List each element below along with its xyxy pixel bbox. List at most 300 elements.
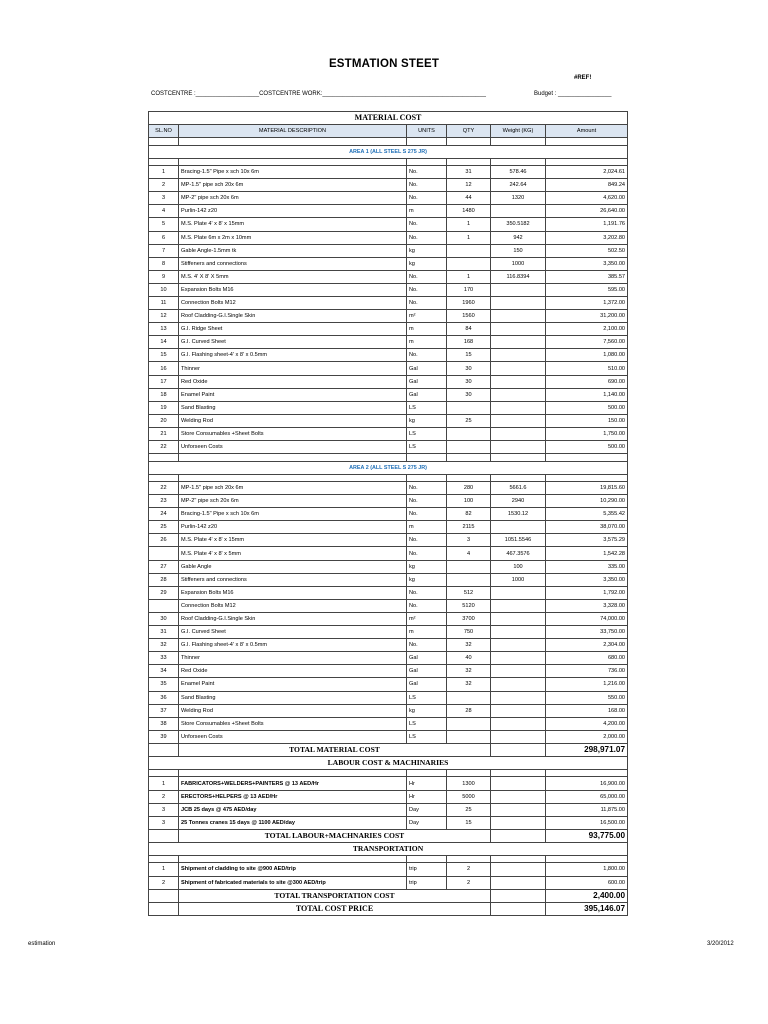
description-cell: Connection Bolts M12: [179, 599, 407, 612]
units-cell: No.: [407, 547, 447, 560]
sl-no-cell: 10: [149, 283, 179, 296]
qty-cell: 168: [447, 336, 491, 349]
area1-heading-row: [149, 145, 628, 158]
table-row: [149, 414, 628, 427]
empty-cell: [546, 474, 628, 481]
description-cell: G.I. Ridge Sheet: [179, 323, 407, 336]
description-cell: M.S. Plate 4' x 8' x 15mm: [179, 218, 407, 231]
amount-cell: 335.00: [546, 560, 628, 573]
qty-cell: 4: [447, 547, 491, 560]
units-cell: Day: [407, 803, 447, 816]
table-row: [149, 257, 628, 270]
weight-cell: [491, 441, 546, 454]
table-row: [149, 297, 628, 310]
weight-cell: [491, 691, 546, 704]
weight-cell: [491, 876, 546, 889]
amount-cell: 2,024.61: [546, 166, 628, 179]
amount-cell: 3,350.00: [546, 573, 628, 586]
spacer-row: [149, 856, 628, 863]
empty-cell: [491, 889, 546, 902]
spacer-row: [149, 138, 628, 145]
sl-no-cell: 3: [149, 803, 179, 816]
description-cell: Thinner: [179, 362, 407, 375]
table-row: [149, 777, 628, 790]
amount-cell: 31,200.00: [546, 310, 628, 323]
units-cell: trip: [407, 876, 447, 889]
description-cell: Purlin-142 z20: [179, 205, 407, 218]
qty-cell: [447, 441, 491, 454]
weight-cell: [491, 816, 546, 829]
empty-cell: [407, 474, 447, 481]
weight-cell: [491, 790, 546, 803]
estimation-table: [148, 111, 628, 916]
description-cell: G.I. Flashing sheet-4' x 8' x 0.5mm: [179, 639, 407, 652]
total-transport-value: 2,400.00: [546, 889, 628, 902]
empty-cell: [491, 902, 546, 915]
units-cell: kg: [407, 560, 447, 573]
amount-cell: 38,070.00: [546, 521, 628, 534]
estimation-table-body: [149, 112, 628, 916]
weight-cell: 1000: [491, 257, 546, 270]
weight-cell: 2940: [491, 495, 546, 508]
qty-cell: 3700: [447, 612, 491, 625]
qty-cell: [447, 257, 491, 270]
units-cell: No.: [407, 639, 447, 652]
qty-cell: 82: [447, 508, 491, 521]
sl-no-cell: 22: [149, 441, 179, 454]
footer-sheet-name: estimation: [28, 941, 56, 947]
amount-cell: 1,372.00: [546, 297, 628, 310]
table-row: [149, 717, 628, 730]
qty-cell: 40: [447, 652, 491, 665]
empty-cell: [447, 158, 491, 165]
empty-cell: [149, 138, 179, 145]
amount-cell: 595.00: [546, 283, 628, 296]
units-cell: Hr: [407, 777, 447, 790]
table-row: [149, 521, 628, 534]
table-row: [149, 179, 628, 192]
description-cell: MP-2" pipe sch 20x 6m: [179, 495, 407, 508]
amount-cell: 7,560.00: [546, 336, 628, 349]
amount-cell: 33,750.00: [546, 626, 628, 639]
sl-no-cell: 11: [149, 297, 179, 310]
description-cell: JCB 25 days @ 475 AED/day: [179, 803, 407, 816]
material-cost-heading-row: [149, 112, 628, 125]
qty-cell: 1: [447, 218, 491, 231]
qty-cell: [447, 427, 491, 440]
table-row: [149, 362, 628, 375]
spacer-row: [149, 454, 628, 461]
table-row: [149, 639, 628, 652]
spacer-row: [149, 158, 628, 165]
description-cell: Stiffeners and connections: [179, 257, 407, 270]
weight-cell: [491, 414, 546, 427]
qty-cell: 28: [447, 704, 491, 717]
sl-no-cell: 35: [149, 678, 179, 691]
amount-cell: 150.00: [546, 414, 628, 427]
weight-cell: [491, 626, 546, 639]
labour-heading: LABOUR COST & MACHINARIES: [149, 756, 628, 769]
qty-cell: 2115: [447, 521, 491, 534]
table-row: [149, 283, 628, 296]
table-row: [149, 244, 628, 257]
qty-cell: 15: [447, 349, 491, 362]
description-cell: Shipment of cladding to site @900 AED/trip: [179, 863, 407, 876]
area2-heading-row: [149, 461, 628, 474]
units-cell: kg: [407, 704, 447, 717]
table-row: [149, 336, 628, 349]
weight-cell: [491, 730, 546, 743]
footer-date: 3/20/2012: [707, 941, 734, 947]
sl-no-cell: 26: [149, 534, 179, 547]
description-cell: Expansion Bolts M16: [179, 586, 407, 599]
sl-no-cell: 1: [149, 166, 179, 179]
qty-cell: 1: [447, 231, 491, 244]
table-row: [149, 482, 628, 495]
table-row: [149, 349, 628, 362]
total-labour-value: 93,775.00: [546, 829, 628, 842]
table-row: [149, 790, 628, 803]
description-cell: Enamel Paint: [179, 678, 407, 691]
units-cell: m: [407, 626, 447, 639]
weight-cell: [491, 323, 546, 336]
empty-cell: [491, 829, 546, 842]
qty-cell: 1960: [447, 297, 491, 310]
qty-cell: 15: [447, 816, 491, 829]
total-transport-label: TOTAL TRANSPORTATION COST: [179, 889, 491, 902]
area1-heading: AREA 1 (ALL STEEL S 275 JR): [149, 145, 628, 158]
total-material-label: TOTAL MATERIAL COST: [179, 743, 491, 756]
amount-cell: 11,875.00: [546, 803, 628, 816]
sl-no-cell: 16: [149, 362, 179, 375]
empty-cell: [447, 474, 491, 481]
description-cell: Expansion Bolts M16: [179, 283, 407, 296]
empty-cell: [149, 454, 179, 461]
description-cell: Shipment of fabricated materials to site @300 AED/trip: [179, 876, 407, 889]
empty-cell: [149, 158, 179, 165]
units-cell: No.: [407, 599, 447, 612]
table-row: [149, 375, 628, 388]
sl-no-cell: 24: [149, 508, 179, 521]
qty-cell: 1300: [447, 777, 491, 790]
sl-no-cell: 9: [149, 270, 179, 283]
sl-no-cell: [149, 547, 179, 560]
units-cell: kg: [407, 414, 447, 427]
amount-cell: 10,290.00: [546, 495, 628, 508]
spacer-row: [149, 474, 628, 481]
weight-cell: [491, 401, 546, 414]
description-cell: G.I. Curved Sheet: [179, 626, 407, 639]
table-row: [149, 547, 628, 560]
empty-cell: [491, 856, 546, 863]
sl-no-cell: 27: [149, 560, 179, 573]
weight-cell: 578.46: [491, 166, 546, 179]
sl-no-cell: 36: [149, 691, 179, 704]
sl-no-cell: 18: [149, 388, 179, 401]
amount-cell: 3,328.00: [546, 599, 628, 612]
sl-no-cell: 34: [149, 665, 179, 678]
qty-cell: 512: [447, 586, 491, 599]
amount-cell: 16,900.00: [546, 777, 628, 790]
qty-cell: 750: [447, 626, 491, 639]
description-cell: MP-2" pipe sch 20x 6m: [179, 192, 407, 205]
transport-heading: TRANSPORTATION: [149, 842, 628, 855]
units-cell: No.: [407, 179, 447, 192]
weight-cell: [491, 599, 546, 612]
weight-cell: 1000: [491, 573, 546, 586]
table-row: [149, 166, 628, 179]
weight-cell: 150: [491, 244, 546, 257]
column-header: UNITS: [407, 125, 447, 138]
amount-cell: 2,000.00: [546, 730, 628, 743]
weight-cell: 942: [491, 231, 546, 244]
total-cost-value: 395,146.07: [546, 902, 628, 915]
column-header: Weight (KG): [491, 125, 546, 138]
sl-no-cell: 31: [149, 626, 179, 639]
table-row: [149, 586, 628, 599]
units-cell: No.: [407, 534, 447, 547]
table-row: [149, 534, 628, 547]
weight-cell: 242.64: [491, 179, 546, 192]
empty-cell: [491, 454, 546, 461]
weight-cell: [491, 639, 546, 652]
amount-cell: 1,792.00: [546, 586, 628, 599]
transport-heading-row: [149, 842, 628, 855]
amount-cell: 168.00: [546, 704, 628, 717]
units-cell: m: [407, 521, 447, 534]
description-cell: 25 Tonnes cranes 15 days @ 1100 AED/day: [179, 816, 407, 829]
units-cell: No.: [407, 349, 447, 362]
amount-cell: 5,355.42: [546, 508, 628, 521]
table-row: [149, 270, 628, 283]
table-row: [149, 730, 628, 743]
area2-heading: AREA 2 (ALL STEEL S 275 JR): [149, 461, 628, 474]
units-cell: trip: [407, 863, 447, 876]
sl-no-cell: 8: [149, 257, 179, 270]
weight-cell: [491, 362, 546, 375]
description-cell: Welding Rod: [179, 704, 407, 717]
qty-cell: 3: [447, 534, 491, 547]
column-header: QTY: [447, 125, 491, 138]
empty-cell: [407, 856, 447, 863]
amount-cell: 26,640.00: [546, 205, 628, 218]
cost-centre-line: [151, 91, 631, 97]
empty-cell: [149, 743, 179, 756]
amount-cell: 74,000.00: [546, 612, 628, 625]
qty-cell: 31: [447, 166, 491, 179]
description-cell: Enamel Paint: [179, 388, 407, 401]
qty-cell: 32: [447, 665, 491, 678]
empty-cell: [407, 770, 447, 777]
units-cell: m: [407, 336, 447, 349]
qty-cell: [447, 573, 491, 586]
empty-cell: [179, 138, 407, 145]
description-cell: Red Oxide: [179, 665, 407, 678]
document-title: ESTMATION STEET: [328, 58, 440, 70]
total-labour-row: [149, 829, 628, 842]
amount-cell: 2,100.00: [546, 323, 628, 336]
table-row: [149, 612, 628, 625]
weight-cell: 1320: [491, 192, 546, 205]
description-cell: Connection Bolts M12: [179, 297, 407, 310]
units-cell: Day: [407, 816, 447, 829]
table-row: [149, 560, 628, 573]
sl-no-cell: 32: [149, 639, 179, 652]
qty-cell: 84: [447, 323, 491, 336]
empty-cell: [491, 743, 546, 756]
empty-cell: [546, 158, 628, 165]
amount-cell: 1,542.28: [546, 547, 628, 560]
table-row: [149, 441, 628, 454]
sl-no-cell: 19: [149, 401, 179, 414]
units-cell: No.: [407, 270, 447, 283]
table-row: [149, 231, 628, 244]
weight-cell: [491, 310, 546, 323]
sl-no-cell: 7: [149, 244, 179, 257]
units-cell: LS: [407, 401, 447, 414]
empty-cell: [491, 158, 546, 165]
amount-cell: 2,304.00: [546, 639, 628, 652]
empty-cell: [179, 474, 407, 481]
description-cell: Bracing-1.5" Pipe x sch 10x 6m: [179, 166, 407, 179]
units-cell: m²: [407, 310, 447, 323]
weight-cell: [491, 336, 546, 349]
qty-cell: [447, 560, 491, 573]
empty-cell: [149, 474, 179, 481]
description-cell: Unforseen Costs: [179, 730, 407, 743]
units-cell: m: [407, 323, 447, 336]
weight-cell: [491, 717, 546, 730]
qty-cell: 100: [447, 495, 491, 508]
units-cell: No.: [407, 192, 447, 205]
empty-cell: [546, 138, 628, 145]
qty-cell: 30: [447, 388, 491, 401]
description-cell: Sand Blasting: [179, 691, 407, 704]
sl-no-cell: 2: [149, 876, 179, 889]
sl-no-cell: 28: [149, 573, 179, 586]
table-row: [149, 652, 628, 665]
units-cell: No.: [407, 231, 447, 244]
description-cell: Purlin-142 z20: [179, 521, 407, 534]
units-cell: m: [407, 205, 447, 218]
qty-cell: [447, 717, 491, 730]
amount-cell: 3,575.29: [546, 534, 628, 547]
units-cell: m²: [407, 612, 447, 625]
sl-no-cell: 3: [149, 192, 179, 205]
weight-cell: 1051.5546: [491, 534, 546, 547]
sl-no-cell: 5: [149, 218, 179, 231]
sl-no-cell: 33: [149, 652, 179, 665]
total-material-value: 298,971.07: [546, 743, 628, 756]
units-cell: No.: [407, 586, 447, 599]
amount-cell: 500.00: [546, 441, 628, 454]
qty-cell: 32: [447, 639, 491, 652]
column-header: Amount: [546, 125, 628, 138]
description-cell: Roof Cladding-G.I.Single Skin: [179, 612, 407, 625]
table-row: [149, 573, 628, 586]
weight-cell: [491, 803, 546, 816]
amount-cell: 19,815.60: [546, 482, 628, 495]
amount-cell: 550.00: [546, 691, 628, 704]
sl-no-cell: 30: [149, 612, 179, 625]
amount-cell: 600.00: [546, 876, 628, 889]
amount-cell: 690.00: [546, 375, 628, 388]
units-cell: No.: [407, 297, 447, 310]
description-cell: Stiffeners and connections: [179, 573, 407, 586]
qty-cell: 5120: [447, 599, 491, 612]
amount-cell: 65,000.00: [546, 790, 628, 803]
table-row: [149, 495, 628, 508]
column-header: SL.NO: [149, 125, 179, 138]
weight-cell: 1530.12: [491, 508, 546, 521]
table-row: [149, 401, 628, 414]
sl-no-cell: 38: [149, 717, 179, 730]
sl-no-cell: 13: [149, 323, 179, 336]
empty-cell: [546, 770, 628, 777]
weight-cell: [491, 586, 546, 599]
amount-cell: 3,202.80: [546, 231, 628, 244]
description-cell: Sand Blasting: [179, 401, 407, 414]
description-cell: Store Consumables +Sheet Bolts: [179, 427, 407, 440]
amount-cell: 1,080.00: [546, 349, 628, 362]
qty-cell: 2: [447, 863, 491, 876]
table-row: [149, 323, 628, 336]
units-cell: No.: [407, 482, 447, 495]
total-material-row: [149, 743, 628, 756]
labour-heading-row: [149, 756, 628, 769]
sl-no-cell: 17: [149, 375, 179, 388]
total-transport-row: [149, 889, 628, 902]
table-row: [149, 691, 628, 704]
table-row: [149, 205, 628, 218]
units-cell: No.: [407, 218, 447, 231]
sl-no-cell: 22: [149, 482, 179, 495]
sl-no-cell: 25: [149, 521, 179, 534]
empty-cell: [447, 454, 491, 461]
description-cell: Thinner: [179, 652, 407, 665]
description-cell: G.I. Curved Sheet: [179, 336, 407, 349]
cost-centre-text: COSTCENTRE :___________________COSTCENTRE WORK:_________________________________________________: [151, 91, 486, 97]
empty-cell: [546, 856, 628, 863]
units-cell: No.: [407, 508, 447, 521]
amount-cell: 4,200.00: [546, 717, 628, 730]
units-cell: LS: [407, 730, 447, 743]
amount-cell: 4,620.00: [546, 192, 628, 205]
sl-no-cell: 21: [149, 427, 179, 440]
empty-cell: [149, 856, 179, 863]
description-cell: ERECTORS+HELPERS @ 13 AED/Hr: [179, 790, 407, 803]
qty-cell: 170: [447, 283, 491, 296]
amount-cell: 385.57: [546, 270, 628, 283]
sl-no-cell: 39: [149, 730, 179, 743]
description-cell: Store Consumables +Sheet Bolts: [179, 717, 407, 730]
empty-cell: [149, 889, 179, 902]
sl-no-cell: 20: [149, 414, 179, 427]
total-cost-label: TOTAL COST PRICE: [179, 902, 491, 915]
sl-no-cell: 14: [149, 336, 179, 349]
units-cell: kg: [407, 573, 447, 586]
weight-cell: [491, 283, 546, 296]
weight-cell: [491, 704, 546, 717]
qty-cell: 1: [447, 270, 491, 283]
empty-cell: [149, 902, 179, 915]
budget-text: Budget : ________________: [534, 91, 612, 97]
weight-cell: [491, 349, 546, 362]
units-cell: Hr: [407, 790, 447, 803]
amount-cell: 680.00: [546, 652, 628, 665]
empty-cell: [447, 856, 491, 863]
weight-cell: 100: [491, 560, 546, 573]
